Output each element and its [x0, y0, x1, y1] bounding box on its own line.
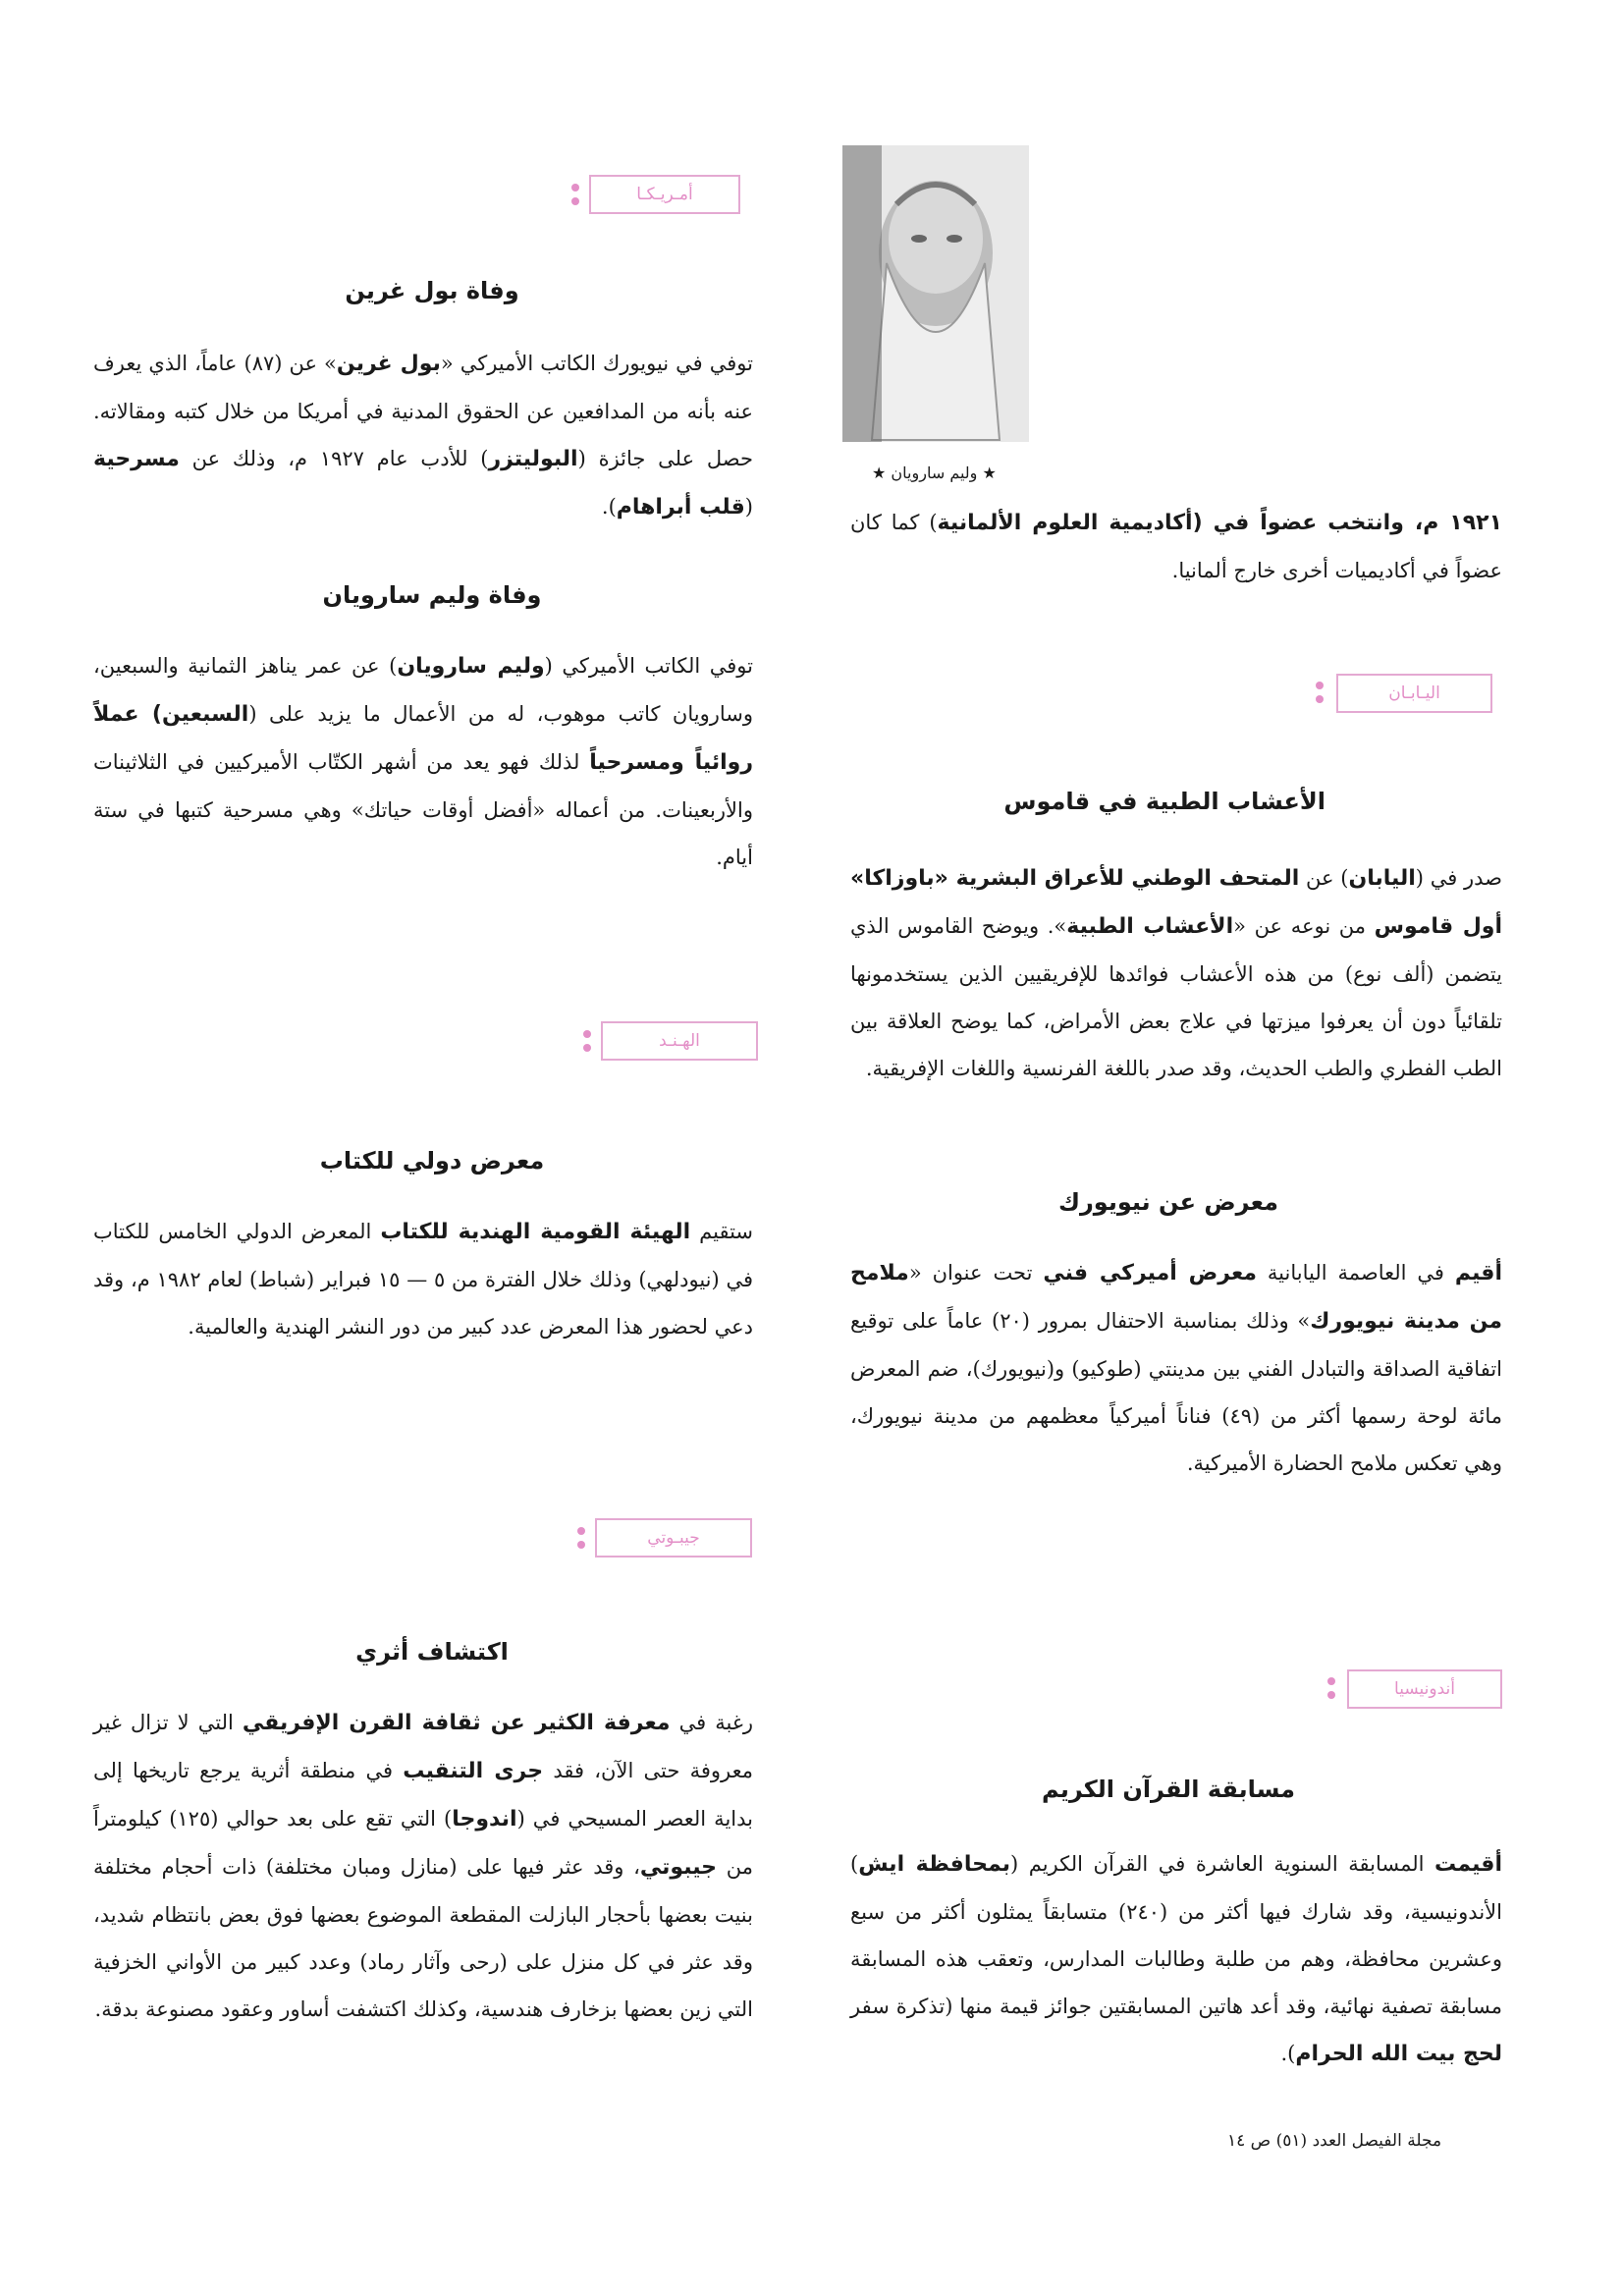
djibouti-tag: جيبـوتي: [595, 1518, 752, 1558]
museum-name: المتحف الوطني للأعراق البشرية «باوزاكا» أول قاموس: [850, 866, 1502, 939]
saroyan-article: [93, 642, 753, 881]
discovery-article: [93, 1699, 753, 2033]
exhibit-name: معرض أميركي فني: [1043, 1261, 1257, 1285]
herbs-subject: الأعشاب الطبية: [1066, 914, 1234, 939]
india-book-trust: الهيئة القومية الهندية للكتاب: [380, 1220, 691, 1244]
book-fair-article: [93, 1208, 753, 1350]
province-name: بمحافظة ايش: [858, 1852, 1010, 1877]
quran-paragraph: أقيمت المسابقة السنوية العاشرة في القرآن الكريم (بمحافظة ايش) الأندونيسية، وقد شارك فيها أكثر من (٢٤٠) متسابقاً يمثلون أكثر من سبع وعشرين محافظة، وهم من طلبة وطالبات المدارس، وتعقب هذه المسابقة مسابقة تصفية نهائية، وقد أعد هاتين المسابقتين جوائز قيمة منها (تذكرة سفر لحج بيت الله الحرام).: [850, 1852, 1502, 2066]
quran-heading: مسابقة القرآن الكريم: [1042, 1776, 1295, 1803]
ny-exhibit-heading: معرض عن نيويورك: [1057, 1188, 1279, 1216]
indonesia-tag-mark: [1327, 1677, 1335, 1699]
herbs-heading: الأعشاب الطبية في قاموس: [1003, 788, 1325, 815]
saroyan-paragraph: توفي الكاتب الأميركي (وليم سارويان) عن عمر يناهز الثمانية والسبعين، وسارويان كاتب موهوب، له من الأعمال ما يزيد على (السبعين) عملاً روائياً ومسرحياً لذلك فهو يعد من أشهر الكتّاب الأميركيين في الثلاثينات والأربعينات. من أعماله «أفضل أوقات حياتك» وهي مسرحية كتبها في ستة أيام.: [93, 654, 754, 869]
pulitzer-name: البوليتزر: [488, 447, 578, 471]
exhibit-title: ملامح من مدينة نيويورك: [850, 1261, 1502, 1334]
india-tag-mark: [583, 1030, 591, 1052]
academy-name: أكاديمية العلوم الألمانية: [937, 511, 1193, 535]
right-continuation: [850, 499, 1502, 594]
discovery-heading: اكتشاف أثري: [355, 1638, 509, 1666]
continuation-paragraph: [850, 499, 1502, 594]
photo-caption: ★ وليم سارويان ★: [872, 464, 997, 482]
saroyan-heading: وفاة وليم سارويان: [322, 581, 542, 609]
discovery-paragraph: رغبة في معرفة الكثير عن ثقافة القرن الإفريقي التي لا تزال غير معروفة حتى الآن، فقد جرى التنقيب في منطقة أثرية يرجع تاريخها إلى بداية العصر المسيحي في (اندوجا) التي تقع على بعد حوالي (١٢٥) كيلومتراً من جيبوتي، وقد عثر فيها على (منازل ومبان مختلفة) ذات أحجام مختلفة بنيت بعضها بأحجار البازلت المقطعة الموضوع بعضها فوق بعض بانتظام شديد، وقد عثر في كل منزل على (رحى وآثار رماد) وعدد كبير من الأواني الخزفية التي زين بعضها بزخارف هندسية، وكذلك اكتشفت أساور وعقود مصنوعة بدقة.: [93, 1711, 754, 2021]
ny-exhibit-paragraph: أقيم في العاصمة اليابانية معرض أميركي فني تحت عنوان «ملامح من مدينة نيويورك» وذلك بمناسبة الاحتفال بمرور (٢٠) عاماً على توقيع اتفاقية الصداقة والتبادل الفني بين مدينتي (طوكيو) و(نيويورك)، ضم المعرض مائة لوحة رسمها أكثر من (٤٩) فناناً أميركياً معظمهم من مدينة نيويورك، وهي تعكس ملامح الحضارة الأميركية.: [850, 1261, 1502, 1475]
book-fair-heading: معرض دولي للكتاب: [319, 1147, 545, 1175]
page-footer: مجلة الفيصل العدد (٥١) ص ١٤: [1227, 2131, 1442, 2151]
djibouti-tag-mark: [577, 1527, 585, 1549]
hajj-prize: لحج بيت الله الحرام: [1295, 2042, 1502, 2066]
horn-of-africa-culture: معرفة الكثير عن ثقافة القرن الإفريقي: [242, 1711, 671, 1735]
quran-article: [850, 1840, 1502, 2078]
djibouti-name: جيبوتي: [639, 1855, 718, 1880]
paul-green-heading: وفاة بول غرين: [345, 277, 519, 304]
book-fair-paragraph: ستقيم الهيئة القومية الهندية للكتاب المعرض الدولي الخامس للكتاب في (نيودلهي) وذلك خلال الفترة من ٥ — ١٥ فبراير (شباط) لعام ١٩٨٢ م، وقد دعي لحضور هذا المعرض عدد كبير من دور النشر الهندية والعالمية.: [93, 1220, 754, 1339]
america-tag-mark: [571, 184, 579, 205]
japan-tag-mark: [1316, 682, 1324, 703]
year-text: ١٩٢١ م، وانتخب عضواً في (: [1192, 511, 1503, 535]
ny-exhibit-article: [850, 1249, 1502, 1487]
saroyan-photo: [842, 145, 1029, 442]
excavation-text: جرى التنقيب: [403, 1759, 544, 1783]
herbs-article: [850, 854, 1502, 1092]
paul-green-article: [93, 340, 753, 531]
japan-name: اليابان: [1348, 866, 1416, 891]
herbs-paragraph: صدر في (اليابان) عن المتحف الوطني للأعراق البشرية «باوزاكا» أول قاموس من نوعه عن «الأعشاب الطبية». ويوضح القاموس الذي يتضمن (ألف نوع) من هذه الأعشاب فوائدها للإفريقيين الذين يستخدمونها تلقائياً دون أن يعرفوا ميزتها في علاج بعض الأمراض، كما يوضح العلاقة بين الطب الفطري والطب الحديث، وقد صدر باللغة الفرنسية واللغات الإفريقية.: [850, 866, 1502, 1080]
america-tag: أمـريـكـا: [589, 175, 740, 214]
paul-green-paragraph: توفي في نيويورك الكاتب الأميركي «بول غرين» عن (٨٧) عاماً، الذي يعرف عنه بأنه من المدافعين عن الحقوق المدنية في أمريكا من خلال كتبه ومقالاته. حصل على جائزة (البوليتزر) للأدب عام ١٩٢٧ م، وذلك عن مسرحية (قلب أبراهام).: [93, 352, 754, 519]
japan-tag: اليـابـان: [1336, 674, 1492, 713]
india-tag: الهـنـد: [601, 1021, 758, 1061]
play-name: قلب أبراهام: [616, 495, 745, 519]
saroyan-works: السبعين) عملاً روائياً ومسرحياً: [93, 702, 753, 775]
saroyan-name: وليم سارويان: [397, 654, 545, 679]
paul-green-name: بول غرين: [336, 352, 441, 376]
site-name: اندوجا: [452, 1807, 517, 1831]
continuation-text: ) كما كان عضواً في أكاديميات أخرى خارج ألمانيا.: [850, 511, 1502, 582]
indonesia-tag: أندونيسيا: [1347, 1669, 1502, 1709]
